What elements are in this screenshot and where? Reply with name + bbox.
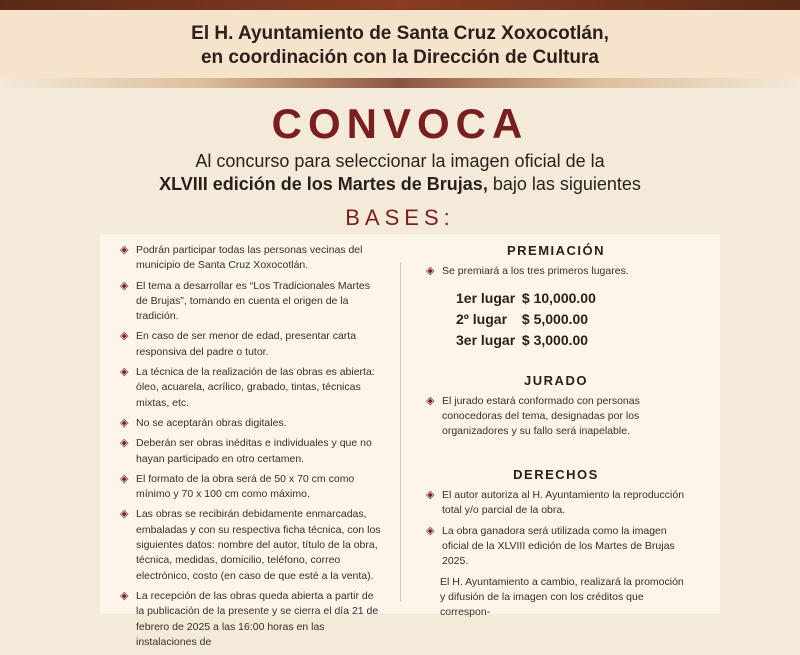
diamond-bullet-icon: ◈ xyxy=(426,489,435,502)
column-divider xyxy=(400,262,401,602)
diamond-bullet-icon: ◈ xyxy=(426,524,435,537)
intro-bold-text: XLVIII edición de los Martes de Brujas, xyxy=(159,174,488,194)
diamond-bullet-icon: ◈ xyxy=(120,330,129,343)
header-line-1: El H. Ayuntamiento de Santa Cruz Xoxocotlán, xyxy=(191,23,609,44)
bases-heading: BASES: xyxy=(345,205,455,230)
rule-text: Podrán participar todas las personas vecinas del municipio de Santa Cruz Xoxocotlán. xyxy=(136,244,363,272)
derechos-list xyxy=(426,488,686,569)
prize-amount: $ 5,000.00 xyxy=(521,310,589,327)
list-item xyxy=(120,279,382,325)
derechos-text: El autor autoriza al H. Ayuntamiento la reproducción total y/o parcial de la obra. xyxy=(442,489,685,517)
list-item xyxy=(120,329,382,360)
list-item xyxy=(426,524,686,570)
spacer xyxy=(426,359,686,373)
list-item xyxy=(426,488,686,519)
top-decorative-band xyxy=(0,0,800,10)
list-item xyxy=(120,436,382,467)
derechos-paragraph: El H. Ayuntamiento a cambio, realizará la promoción y difusión de la imagen con los créditos que correspon- xyxy=(440,575,684,619)
list-item xyxy=(120,589,382,650)
prize-label: 3er lugar xyxy=(456,331,516,348)
prize-label: 1er lugar xyxy=(456,289,516,306)
list-item xyxy=(120,507,382,583)
rule-text: En caso de ser menor de edad, presentar carta responsiva del padre o tutor. xyxy=(136,330,357,358)
diamond-bullet-icon: ◈ xyxy=(120,416,129,429)
prize-row xyxy=(456,309,686,330)
left-column xyxy=(120,243,382,655)
rule-text: Las obras se recibirán debidamente enmarcadas, embaladas y con su respectiva ficha técnica, con los siguientes datos: nombre del autor, título de la obra, técnica, medidas, domicilio, teléfono, correo electrónico, costo (en caso de que esté a la venta). xyxy=(136,508,381,582)
premiacion-text: Se premiará a los tres primeros lugares. xyxy=(442,265,629,278)
prize-amount: $ 10,000.00 xyxy=(521,289,596,306)
rule-text: No se aceptarán obras digitales. xyxy=(136,416,287,429)
right-column xyxy=(426,243,686,620)
list-item xyxy=(120,416,382,431)
jurado-text: El jurado estará conformado con personas conocedoras del tema, designadas por los organizadores y su fallo será inapelable. xyxy=(442,394,640,438)
diamond-bullet-icon: ◈ xyxy=(426,265,435,278)
list-item xyxy=(120,472,382,503)
prize-list xyxy=(456,288,686,351)
prize-amount: $ 3,000.00 xyxy=(521,331,589,348)
list-item xyxy=(120,365,382,411)
jurado-heading: JURADO xyxy=(524,372,588,388)
intro-rest-text: bajo las siguientes xyxy=(487,174,641,194)
diamond-bullet-icon: ◈ xyxy=(120,508,129,521)
diamond-bullet-icon: ◈ xyxy=(120,366,129,379)
intro-line-2 xyxy=(0,174,800,195)
diamond-bullet-icon: ◈ xyxy=(120,244,129,256)
prize-row xyxy=(456,288,686,309)
page-title: CONVOCA xyxy=(271,100,529,147)
rule-text: El tema a desarrollar es “Los Tradicionales Martes de Brujas”, tomando en cuenta el origen de la tradición. xyxy=(136,279,371,323)
intro-line-1: Al concurso para seleccionar la imagen oficial de la xyxy=(195,151,605,171)
decorative-divider xyxy=(0,78,800,88)
rule-text: La técnica de la realización de las obras es abierta: óleo, acuarela, acrílico, grabado, tintas, técnicas mixtas, etc. xyxy=(136,366,375,409)
list-item xyxy=(426,394,686,440)
derechos-heading: DERECHOS xyxy=(513,466,599,482)
diamond-bullet-icon: ◈ xyxy=(120,472,129,485)
rule-text: El formato de la obra será de 50 x 70 cm como mínimo y 70 x 100 cm como máximo. xyxy=(136,472,355,501)
prize-label: 2º lugar xyxy=(456,310,508,327)
diamond-bullet-icon: ◈ xyxy=(120,589,129,602)
diamond-bullet-icon: ◈ xyxy=(120,437,129,450)
list-item xyxy=(120,243,382,274)
prize-row xyxy=(456,330,686,351)
spacer xyxy=(426,445,686,467)
diamond-bullet-icon: ◈ xyxy=(426,394,435,407)
rules-list xyxy=(120,243,382,650)
rule-text: Deberán ser obras inéditas e individuales y que no hayan participado en otro certamen. xyxy=(136,437,372,465)
rule-text: La recepción de las obras queda abierta a partir de la publicación de la presente y se cierra el día 21 de febrero de 2025 a las 16:00 horas en las instalaciones de xyxy=(136,589,379,648)
diamond-bullet-icon: ◈ xyxy=(120,279,129,292)
header-banner xyxy=(0,10,800,78)
list-item xyxy=(426,264,686,279)
jurado-list xyxy=(426,394,686,440)
header-line-2: en coordinación con la Dirección de Cultura xyxy=(200,47,600,68)
premiacion-heading: PREMIACIÓN xyxy=(506,243,606,258)
premiacion-list xyxy=(426,264,686,279)
derechos-text: La obra ganadora será utilizada como la imagen oficial de la XLVIII edición de los Martes de Brujas 2025. xyxy=(442,524,675,568)
